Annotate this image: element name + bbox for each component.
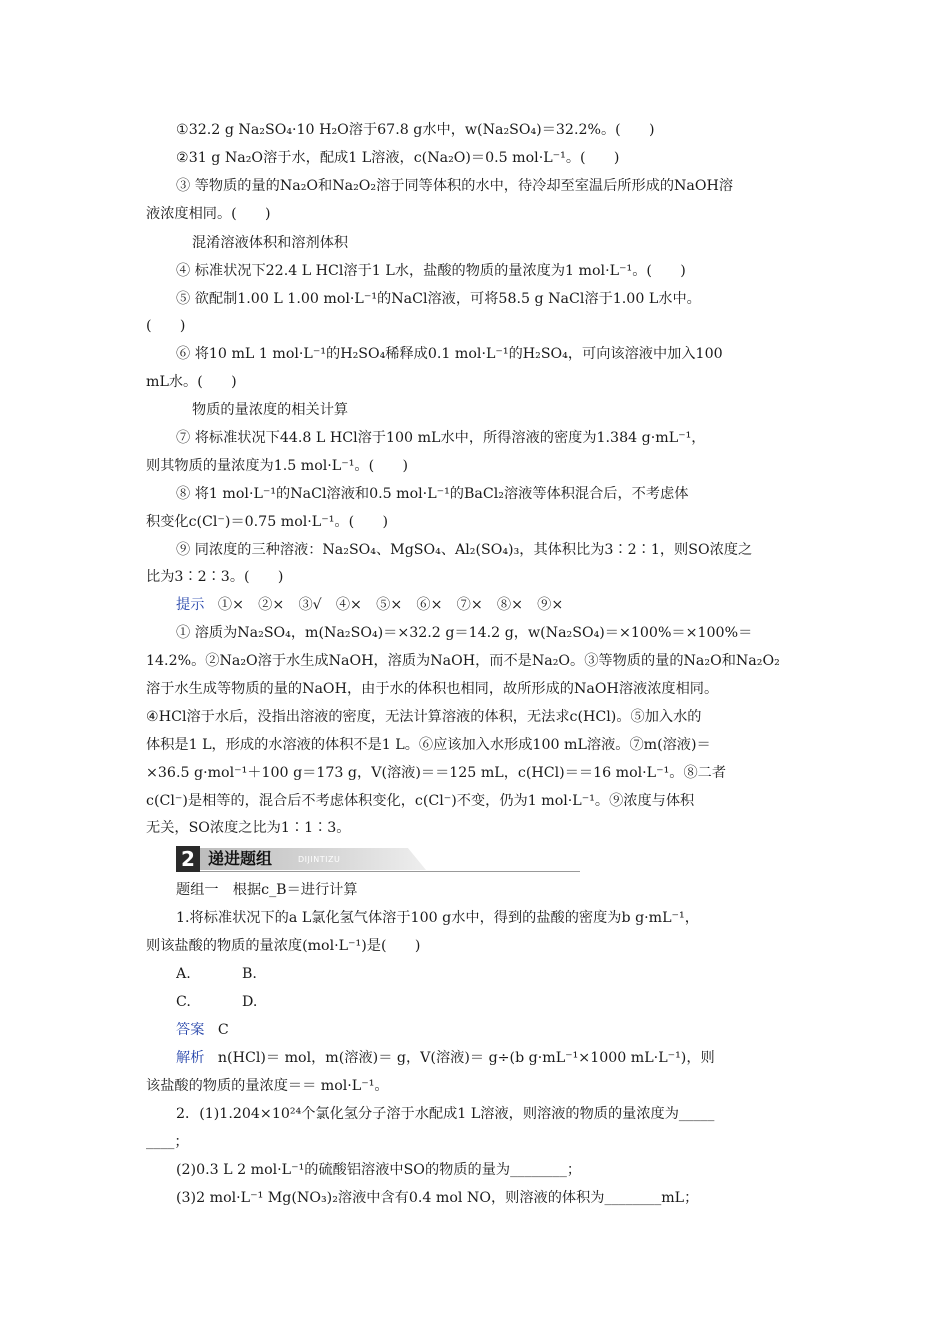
answer-value: C bbox=[217, 1022, 229, 1038]
statement-3-cont: 液浓度相同。( ) bbox=[146, 206, 271, 222]
explanation-4: ④HCl溶于水后，没指出溶液的密度，无法计算溶液的体积，无法求c(HCl)。⑤加入水的 bbox=[146, 709, 702, 725]
question-2-2: (2)0.3 L 2 mol·L⁻¹的硫酸铝溶液中SO的物质的量为________； bbox=[176, 1162, 582, 1178]
explanation-2: 14.2%。②Na₂O溶于水生成NaOH，溶质为NaOH，而不是Na₂O。③等物质的量的Na₂O和Na₂O₂ bbox=[146, 653, 780, 669]
option-d: D. bbox=[242, 994, 258, 1010]
explanation-6: ×36.5 g·mol⁻¹＋100 g＝173 g，V(溶液)＝＝125 mL，c(HCl)＝＝16 mol·L⁻¹。⑧二者 bbox=[146, 765, 727, 781]
section-number: 2 bbox=[176, 846, 200, 872]
subheading-volume: 混淆溶液体积和溶剂体积 bbox=[192, 235, 349, 251]
question-1: 1.将标准状况下的a L氯化氢气体溶于100 g水中，得到的盐酸的密度为b g·mL⁻¹， bbox=[176, 910, 699, 926]
analysis-text: n(HCl)＝ mol，m(溶液)＝ g，V(溶液)＝ g÷(b g·mL⁻¹×1000 mL·L⁻¹)，则 bbox=[217, 1050, 715, 1066]
statement-8-cont: 积变化c(Cl⁻)＝0.75 mol·L⁻¹。( ) bbox=[146, 514, 389, 530]
analysis-cont: 该盐酸的物质的量浓度＝＝ mol·L⁻¹。 bbox=[146, 1078, 389, 1094]
answer-label: 答案 bbox=[176, 1022, 205, 1038]
explanation-3: 溶于水生成等物质的量的NaOH，由于水的体积也相同，故所形成的NaOH溶液浓度相同。 bbox=[146, 681, 719, 697]
options-row-2 bbox=[176, 988, 811, 1016]
analysis-line bbox=[176, 1044, 811, 1072]
hint-line bbox=[176, 591, 811, 619]
statement-9: ⑨ 同浓度的三种溶液：Na₂SO₄、MgSO₄、Al₂(SO₄)₃，其体积比为3∶2∶1，则SO浓度之 bbox=[176, 542, 753, 558]
section-title: 递进题组 bbox=[208, 849, 273, 868]
question-2-1-cont: ____； bbox=[146, 1134, 189, 1150]
banner-rule bbox=[200, 871, 580, 872]
explanation-8: 无关，SO浓度之比为1∶1∶3。 bbox=[146, 820, 351, 836]
answer-line bbox=[176, 1016, 811, 1044]
options-row-1 bbox=[176, 960, 811, 988]
question-1-cont: 则该盐酸的物质的量浓度(mol·L⁻¹)是( ) bbox=[146, 938, 421, 954]
statement-1: ①32.2 g Na₂SO₄·10 H₂O溶于67.8 g水中，w(Na₂SO₄)＝32.2%。( ) bbox=[176, 122, 655, 138]
hint-answers: ①× ②× ③√ ④× ⑤× ⑥× ⑦× ⑧× ⑨× bbox=[217, 597, 564, 613]
group-1-heading: 题组一 根据c_B＝进行计算 bbox=[176, 882, 358, 898]
statement-7-cont: 则其物质的量浓度为1.5 mol·L⁻¹。( ) bbox=[146, 458, 409, 474]
question-2-3: (3)2 mol·L⁻¹ Mg(NO₃)₂溶液中含有0.4 mol NO，则溶液的体积为________mL； bbox=[176, 1190, 699, 1206]
option-a: A. bbox=[176, 966, 191, 982]
question-2-1: 2．(1)1.204×10²⁴个氯化氢分子溶于水配成1 L溶液，则溶液的物质的量浓度为_____ bbox=[176, 1106, 715, 1122]
statement-3: ③ 等物质的量的Na₂O和Na₂O₂溶于同等体积的水中，待冷却至室温后所形成的NaOH溶 bbox=[176, 178, 734, 194]
hint-label: 提示 bbox=[176, 597, 205, 613]
explanation-5: 体积是1 L，形成的水溶液的体积不是1 L。⑥应该加入水形成100 mL溶液。⑦m(溶液)＝ bbox=[146, 737, 711, 753]
explanation-1: ① 溶质为Na₂SO₄，m(Na₂SO₄)＝×32.2 g＝14.2 g，w(Na₂SO₄)＝×100%＝×100%＝ bbox=[176, 625, 753, 641]
statement-6: ⑥ 将10 mL 1 mol·L⁻¹的H₂SO₄稀释成0.1 mol·L⁻¹的H₂SO₄，可向该溶液中加入100 bbox=[176, 346, 723, 362]
section-banner bbox=[176, 846, 426, 872]
statement-7: ⑦ 将标准状况下44.8 L HCl溶于100 mL水中，所得溶液的密度为1.384 g·mL⁻¹， bbox=[176, 430, 706, 446]
statement-8: ⑧ 将1 mol·L⁻¹的NaCl溶液和0.5 mol·L⁻¹的BaCl₂溶液等体积混合后，不考虑体 bbox=[176, 486, 689, 502]
option-c: C. bbox=[176, 994, 191, 1010]
analysis-label: 解析 bbox=[176, 1050, 205, 1066]
statement-6-cont: mL水。( ) bbox=[146, 374, 237, 390]
statement-9-cont: 比为3∶2∶3。( ) bbox=[146, 569, 284, 585]
statement-2: ②31 g Na₂O溶于水，配成1 L溶液，c(Na₂O)＝0.5 mol·L⁻¹。( ) bbox=[176, 150, 620, 166]
statement-4: ④ 标准状况下22.4 L HCl溶于1 L水，盐酸的物质的量浓度为1 mol·L⁻¹。( ) bbox=[176, 263, 686, 279]
option-b: B. bbox=[242, 966, 257, 982]
statement-5: ⑤ 欲配制1.00 L 1.00 mol·L⁻¹的NaCl溶液，可将58.5 g NaCl溶于1.00 L水中。 bbox=[176, 291, 701, 307]
subheading-calc: 物质的量浓度的相关计算 bbox=[192, 402, 349, 418]
statement-5-cont: ( ) bbox=[146, 318, 186, 334]
section-subtitle: DIJINTIZU bbox=[298, 855, 341, 864]
explanation-7: c(Cl⁻)是相等的，混合后不考虑体积变化，c(Cl⁻)不变，仍为1 mol·L⁻¹。⑨浓度与体积 bbox=[146, 793, 695, 809]
